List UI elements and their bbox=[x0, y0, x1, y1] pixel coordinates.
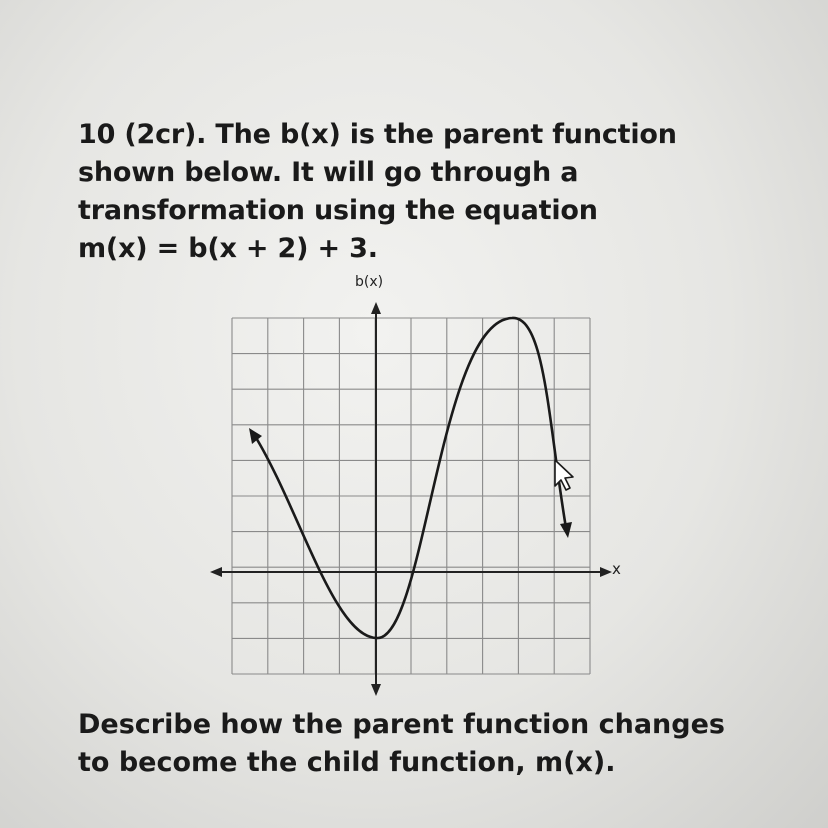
y-axis-arrow-bottom bbox=[371, 684, 381, 696]
x-axis-arrow-left bbox=[210, 567, 222, 577]
question-line-3: transformation using the equation bbox=[78, 195, 598, 226]
question-line-2: shown below. It will go through a bbox=[78, 157, 579, 188]
prompt-text bbox=[78, 706, 808, 782]
y-axis-label: b(x) bbox=[355, 274, 384, 290]
x-axis-label: x bbox=[612, 560, 621, 578]
question-line-1: 10 (2cr). The b(x) is the parent function bbox=[78, 119, 677, 150]
prompt-line-1: Describe how the parent function changes bbox=[78, 709, 725, 740]
curve-arrow-left bbox=[249, 428, 262, 444]
prompt-line-2: to become the child function, m(x). bbox=[78, 747, 616, 778]
curve-arrow-right bbox=[560, 522, 572, 538]
y-axis-arrow-top bbox=[371, 302, 381, 314]
question-line-4: m(x) = b(x + 2) + 3. bbox=[78, 233, 378, 264]
mouse-cursor-icon bbox=[555, 460, 573, 490]
x-axis-arrow-right bbox=[600, 567, 612, 577]
